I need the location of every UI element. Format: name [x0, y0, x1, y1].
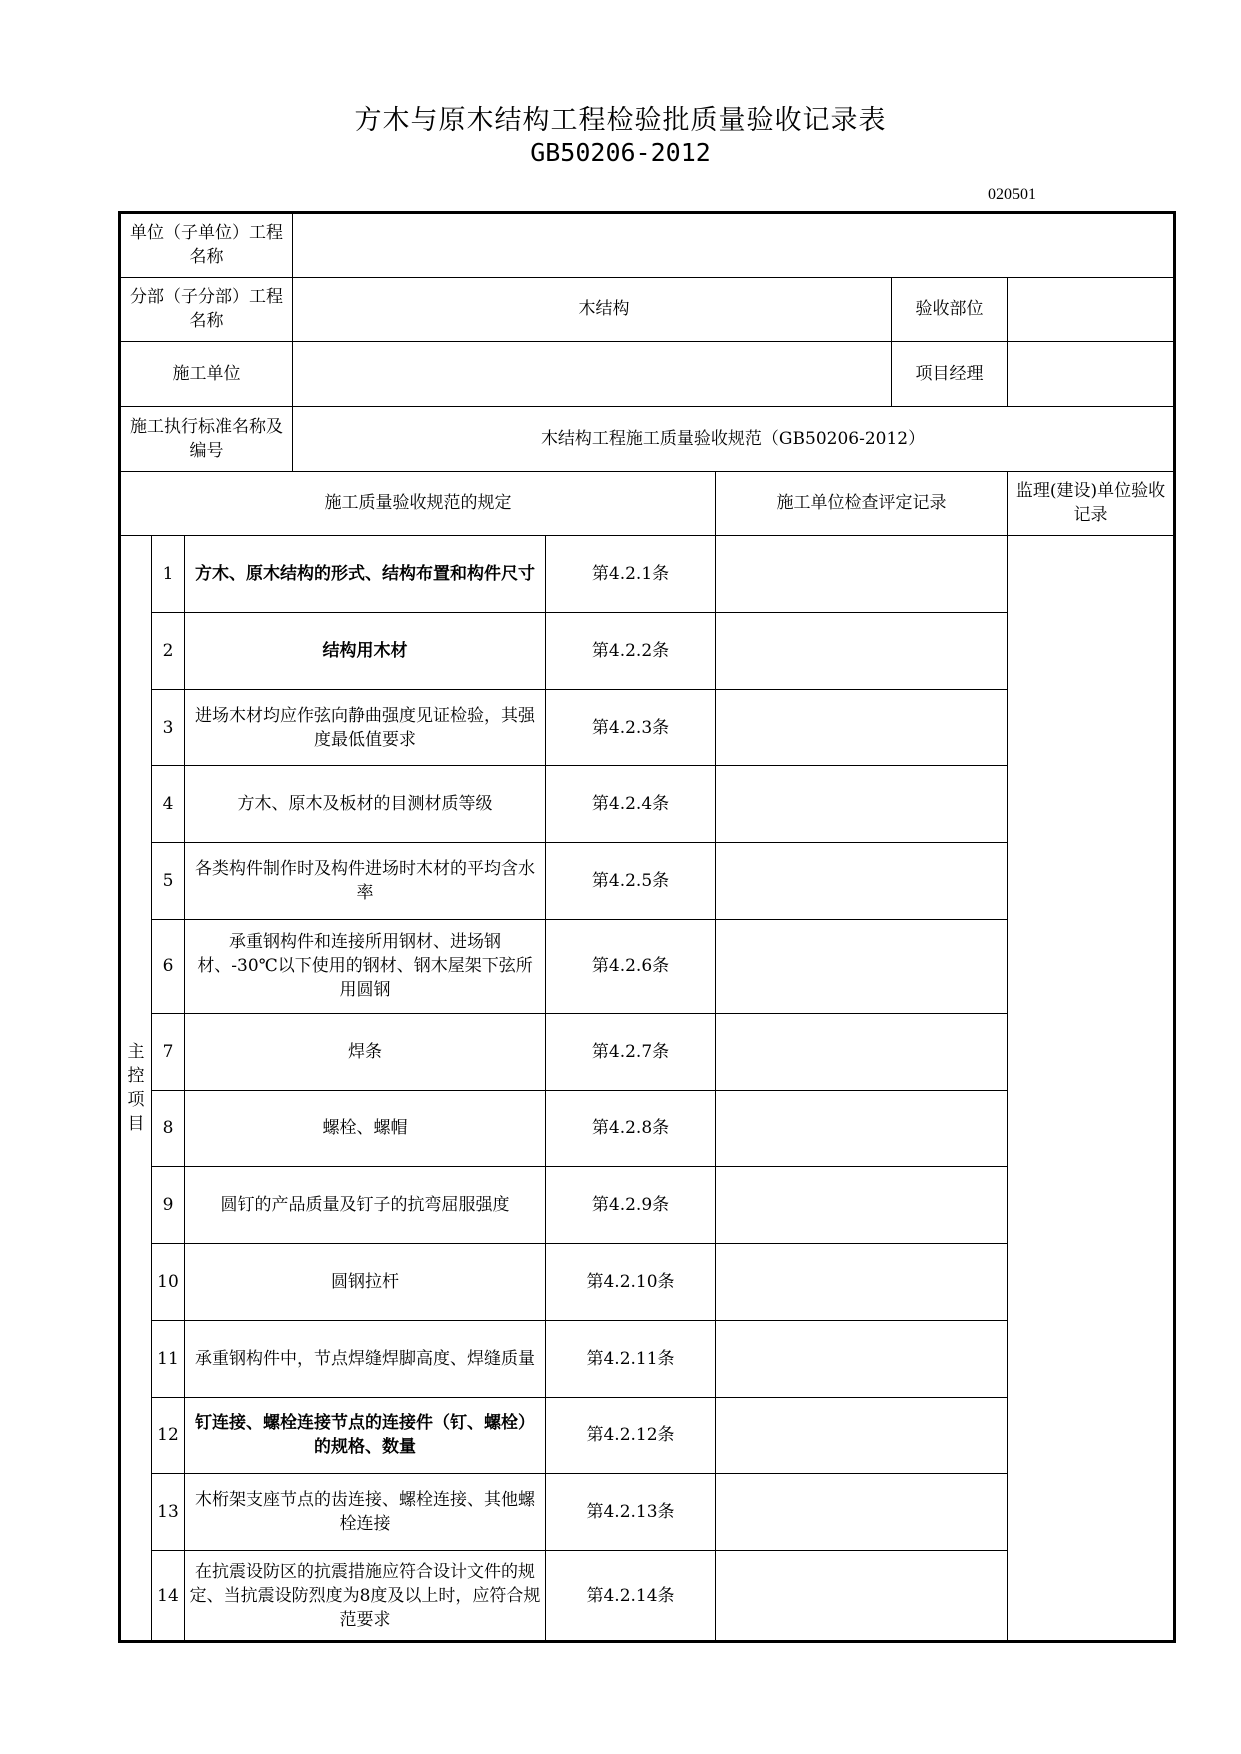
- contractor-record-cell[interactable]: [716, 1551, 1008, 1642]
- item-number: 6: [152, 919, 185, 1013]
- category-char: 项: [127, 1090, 145, 1111]
- item-number: 4: [152, 766, 185, 843]
- contractor-value[interactable]: [293, 342, 892, 407]
- category-char: 控: [127, 1066, 145, 1087]
- item-number: 7: [152, 1013, 185, 1090]
- item-number: 10: [152, 1244, 185, 1321]
- item-clause: 第4.2.14条: [546, 1551, 716, 1642]
- item-requirement: 在抗震设防区的抗震措施应符合设计文件的规定、当抗震设防烈度为8度及以上时，应符合规范要求: [185, 1551, 546, 1642]
- standard-row: [120, 406, 1175, 471]
- contractor-row: [120, 342, 1175, 407]
- manager-label: 项目经理: [892, 342, 1008, 407]
- division-label: 分部（子分部）工程名称: [120, 277, 293, 342]
- spec-column-header: 施工质量验收规范的规定: [120, 471, 716, 536]
- acceptance-part-value[interactable]: [1008, 277, 1175, 342]
- form-number: 020501: [988, 186, 1036, 203]
- contractor-record-cell[interactable]: [716, 1167, 1008, 1244]
- acceptance-part-label: 验收部位: [892, 277, 1008, 342]
- item-requirement: 钉连接、螺栓连接节点的连接件（钉、螺栓）的规格、数量: [185, 1397, 546, 1474]
- column-header-row: [120, 471, 1175, 536]
- item-clause: 第4.2.11条: [546, 1320, 716, 1397]
- inspection-form-table: [118, 211, 1176, 1643]
- contractor-record-cell[interactable]: [716, 1397, 1008, 1474]
- form-title: 方木与原木结构工程检验批质量验收记录表: [354, 105, 887, 136]
- contractor-record-cell[interactable]: [716, 766, 1008, 843]
- item-clause: 第4.2.2条: [546, 612, 716, 689]
- unit-project-value[interactable]: [293, 213, 1175, 278]
- item-requirement: 结构用木材: [185, 612, 546, 689]
- item-number: 11: [152, 1320, 185, 1397]
- item-clause: 第4.2.5条: [546, 843, 716, 920]
- contractor-record-cell[interactable]: [716, 612, 1008, 689]
- item-clause: 第4.2.12条: [546, 1397, 716, 1474]
- contractor-record-cell[interactable]: [716, 689, 1008, 766]
- contractor-record-cell[interactable]: [716, 919, 1008, 1013]
- standard-value[interactable]: 木结构工程施工质量验收规范（GB50206-2012）: [293, 406, 1175, 471]
- item-number: 2: [152, 612, 185, 689]
- item-clause: 第4.2.3条: [546, 689, 716, 766]
- contractor-record-cell[interactable]: [716, 536, 1008, 613]
- supervisor-record-header: 监理(建设)单位验收记录: [1008, 471, 1175, 536]
- item-number: 12: [152, 1397, 185, 1474]
- contractor-record-cell[interactable]: [716, 1013, 1008, 1090]
- contractor-record-header: 施工单位检查评定记录: [716, 471, 1008, 536]
- item-clause: 第4.2.10条: [546, 1244, 716, 1321]
- contractor-record-cell[interactable]: [716, 843, 1008, 920]
- item-requirement: 圆钉的产品质量及钉子的抗弯屈服强度: [185, 1167, 546, 1244]
- manager-value[interactable]: [1008, 342, 1175, 407]
- main-control-row: [120, 536, 1175, 613]
- item-number: 5: [152, 843, 185, 920]
- unit-project-label: 单位（子单位）工程名称: [120, 213, 293, 278]
- item-requirement: 焊条: [185, 1013, 546, 1090]
- contractor-record-cell[interactable]: [716, 1474, 1008, 1551]
- contractor-record-cell[interactable]: [716, 1090, 1008, 1167]
- item-number: 13: [152, 1474, 185, 1551]
- item-clause: 第4.2.4条: [546, 766, 716, 843]
- item-clause: 第4.2.6条: [546, 919, 716, 1013]
- item-number: 3: [152, 689, 185, 766]
- item-clause: 第4.2.1条: [546, 536, 716, 613]
- item-requirement: 进场木材均应作弦向静曲强度见证检验，其强度最低值要求: [185, 689, 546, 766]
- unit-project-row: [120, 213, 1175, 278]
- item-requirement: 螺栓、螺帽: [185, 1090, 546, 1167]
- item-requirement: 木桁架支座节点的齿连接、螺栓连接、其他螺栓连接: [185, 1474, 546, 1551]
- item-requirement: 方木、原木及板材的目测材质等级: [185, 766, 546, 843]
- item-number: 1: [152, 536, 185, 613]
- item-requirement: 方木、原木结构的形式、结构布置和构件尺寸: [185, 536, 546, 613]
- category-char: 主: [127, 1042, 145, 1063]
- item-clause: 第4.2.7条: [546, 1013, 716, 1090]
- item-clause: 第4.2.8条: [546, 1090, 716, 1167]
- item-requirement: 承重钢构件和连接所用钢材、进场钢材、-30℃以下使用的钢材、钢木屋架下弦所用圆钢: [185, 919, 546, 1013]
- contractor-label: 施工单位: [120, 342, 293, 407]
- item-requirement: 承重钢构件中，节点焊缝焊脚高度、焊缝质量: [185, 1320, 546, 1397]
- standard-label: 施工执行标准名称及编号: [120, 406, 293, 471]
- main-control-category: [120, 536, 152, 1642]
- contractor-record-cell[interactable]: [716, 1244, 1008, 1321]
- supervisor-record-cell[interactable]: [1008, 536, 1175, 1642]
- item-number: 8: [152, 1090, 185, 1167]
- item-requirement: 各类构件制作时及构件进场时木材的平均含水率: [185, 843, 546, 920]
- item-number: 14: [152, 1551, 185, 1642]
- item-clause: 第4.2.13条: [546, 1474, 716, 1551]
- category-char: 目: [127, 1114, 145, 1135]
- standard-code: GB50206-2012: [530, 138, 711, 167]
- contractor-record-cell[interactable]: [716, 1320, 1008, 1397]
- item-clause: 第4.2.9条: [546, 1167, 716, 1244]
- item-number: 9: [152, 1167, 185, 1244]
- item-requirement: 圆钢拉杆: [185, 1244, 546, 1321]
- division-value[interactable]: 木结构: [293, 277, 892, 342]
- division-row: [120, 277, 1175, 342]
